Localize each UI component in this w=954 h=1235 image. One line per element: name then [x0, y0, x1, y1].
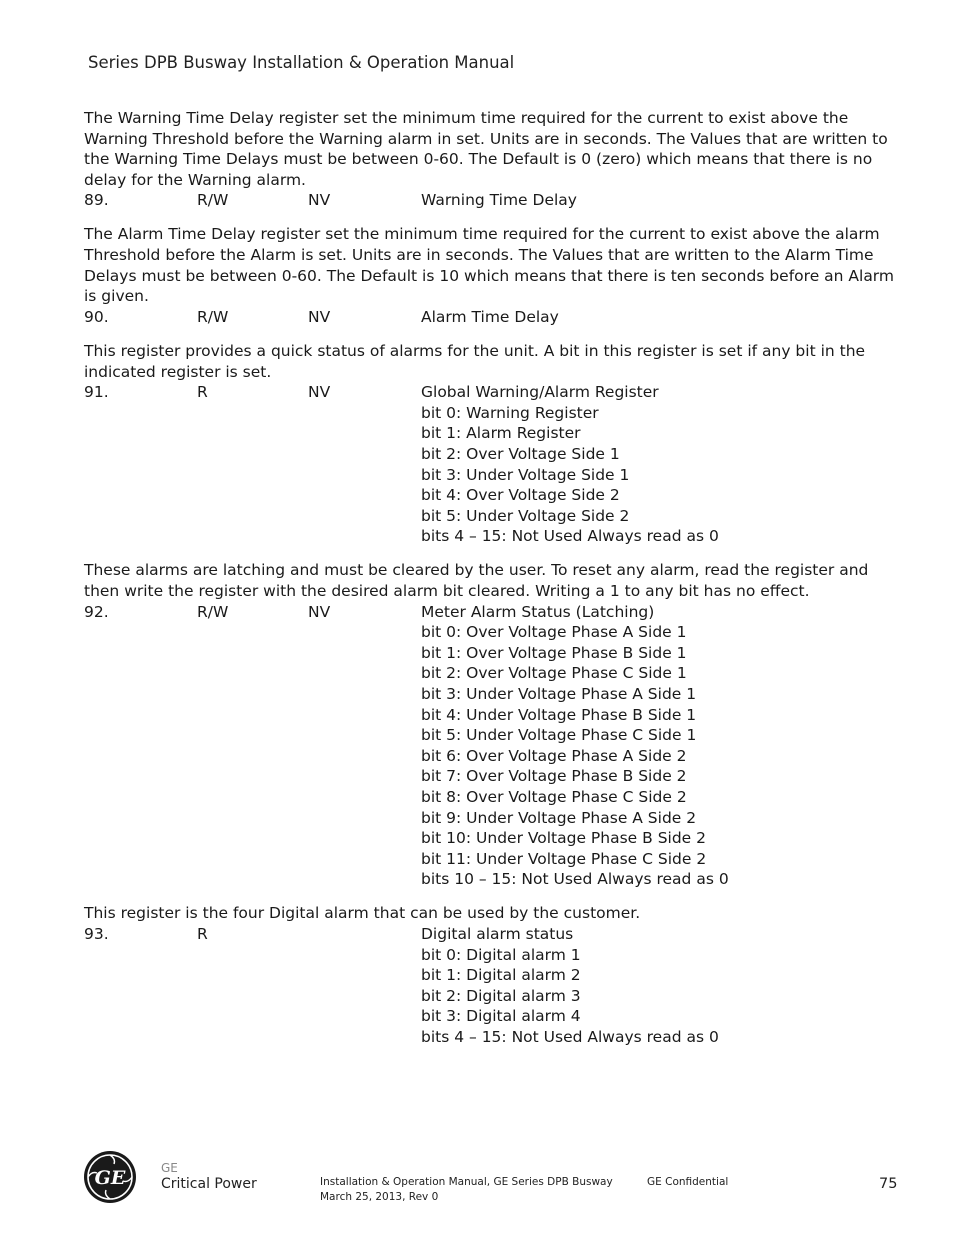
register-description: This register is the four Digital alarm that can be used by the customer.: [84, 904, 641, 923]
register-name: Global Warning/Alarm Register: [421, 383, 659, 402]
register-volatility: NV: [308, 602, 331, 621]
register-name: Digital alarm status: [421, 924, 574, 943]
register-bit-line: bit 2: Over Voltage Side 1: [421, 444, 620, 463]
register-access: R/W: [197, 191, 229, 210]
register-number: 93.: [84, 924, 109, 943]
register-name: Meter Alarm Status (Latching): [421, 602, 655, 621]
register-bit-line: bit 1: Digital alarm 2: [421, 966, 581, 985]
register-bit-line: bit 5: Under Voltage Side 2: [421, 506, 630, 525]
register-bit-line: bit 6: Over Voltage Phase A Side 2: [421, 746, 687, 765]
register-row: [84, 602, 896, 623]
register-bit-line: bit 2: Over Voltage Phase C Side 1: [421, 664, 687, 683]
register-description: This register provides a quick status of alarms for the unit. A bit in this register is set if any bit in the indicated register is set.: [84, 341, 866, 381]
register-bit-line: bits 4 – 15: Not Used Always read as 0: [421, 527, 719, 546]
footer-manual-title: Installation & Operation Manual, GE Series DPB Busway: [320, 1176, 613, 1188]
document-body: [84, 108, 896, 1061]
register-access: R/W: [197, 602, 229, 621]
register-bit-line: bit 4: Over Voltage Side 2: [421, 486, 620, 505]
register-volatility: NV: [308, 191, 331, 210]
register-bit-line: bit 0: Over Voltage Phase A Side 1: [421, 623, 687, 642]
register-number: 89.: [84, 191, 109, 210]
register-section: [84, 108, 896, 211]
page-header-title: Series DPB Busway Installation & Operation Manual: [88, 53, 515, 72]
footer-confidential: GE Confidential: [647, 1176, 729, 1188]
register-access: R/W: [197, 307, 229, 326]
register-bit-line: bits 10 – 15: Not Used Always read as 0: [421, 870, 729, 889]
register-volatility: NV: [308, 307, 331, 326]
register-volatility: NV: [308, 383, 331, 402]
footer-company: GE: [161, 1161, 178, 1175]
register-description: These alarms are latching and must be cleared by the user. To reset any alarm, read the register and then write the register with the desired alarm bit cleared. Writing a 1 to any bit has no effect.: [84, 561, 869, 600]
register-bit-line: bit 3: Digital alarm 4: [421, 1007, 581, 1026]
footer-manual-date: March 25, 2013, Rev 0: [320, 1191, 439, 1203]
register-row: [84, 190, 896, 211]
register-access: R: [197, 383, 208, 402]
register-bit-line: bit 7: Over Voltage Phase B Side 2: [421, 767, 687, 786]
page-number: 75: [879, 1176, 898, 1192]
register-row: [84, 307, 896, 328]
register-access: R: [197, 924, 208, 943]
register-bit-line: bit 3: Under Voltage Side 1: [421, 465, 630, 484]
footer-division: Critical Power: [161, 1176, 257, 1192]
register-number: 92.: [84, 602, 109, 621]
register-section: [84, 341, 896, 547]
register-section: [84, 560, 896, 890]
register-bit-line: bit 1: Over Voltage Phase B Side 1: [421, 643, 687, 662]
register-bit-line: bit 4: Under Voltage Phase B Side 1: [421, 705, 697, 724]
register-bit-line: bit 0: Digital alarm 1: [421, 945, 581, 964]
register-description: The Alarm Time Delay register set the minimum time required for the current to exist above the alarm Threshold before the Alarm is set. Units are in seconds. The Values that are written to the Alarm Time Delays must be between 0-60. The Default is 10 which means that there is ten seconds before an Alarm is given.: [84, 225, 895, 306]
register-section: [84, 903, 896, 1047]
register-bit-line: bit 11: Under Voltage Phase C Side 2: [421, 849, 707, 868]
register-bit-line: bit 5: Under Voltage Phase C Side 1: [421, 726, 697, 745]
register-bit-line: bit 0: Warning Register: [421, 403, 599, 422]
register-bit-line: bit 9: Under Voltage Phase A Side 2: [421, 808, 697, 827]
register-section: [84, 224, 896, 327]
register-description: The Warning Time Delay register set the minimum time required for the current to exist above the Warning Threshold before the Warning alarm in set. Units are in seconds. The Values that are written to the Warning Time Delays must be between 0-60. The Default is 0 (zero) which means that there is no delay for the Warning alarm.: [84, 109, 888, 189]
register-bit-line: bit 2: Digital alarm 3: [421, 986, 581, 1005]
ge-logo-icon: [83, 1150, 137, 1204]
ge-logo-text: GE: [94, 1167, 126, 1189]
register-bit-line: bit 10: Under Voltage Phase B Side 2: [421, 829, 707, 848]
register-bit-line: bit 3: Under Voltage Phase A Side 1: [421, 684, 697, 703]
register-number: 90.: [84, 307, 109, 326]
register-name: Warning Time Delay: [421, 191, 577, 210]
register-name: Alarm Time Delay: [421, 307, 559, 326]
register-bit-line: bit 1: Alarm Register: [421, 424, 581, 443]
register-row: [84, 382, 896, 403]
register-bit-line: bits 4 – 15: Not Used Always read as 0: [421, 1027, 719, 1046]
register-bit-line: bit 8: Over Voltage Phase C Side 2: [421, 787, 687, 806]
register-row: [84, 924, 896, 945]
register-number: 91.: [84, 383, 109, 402]
page-footer: [0, 1140, 954, 1220]
